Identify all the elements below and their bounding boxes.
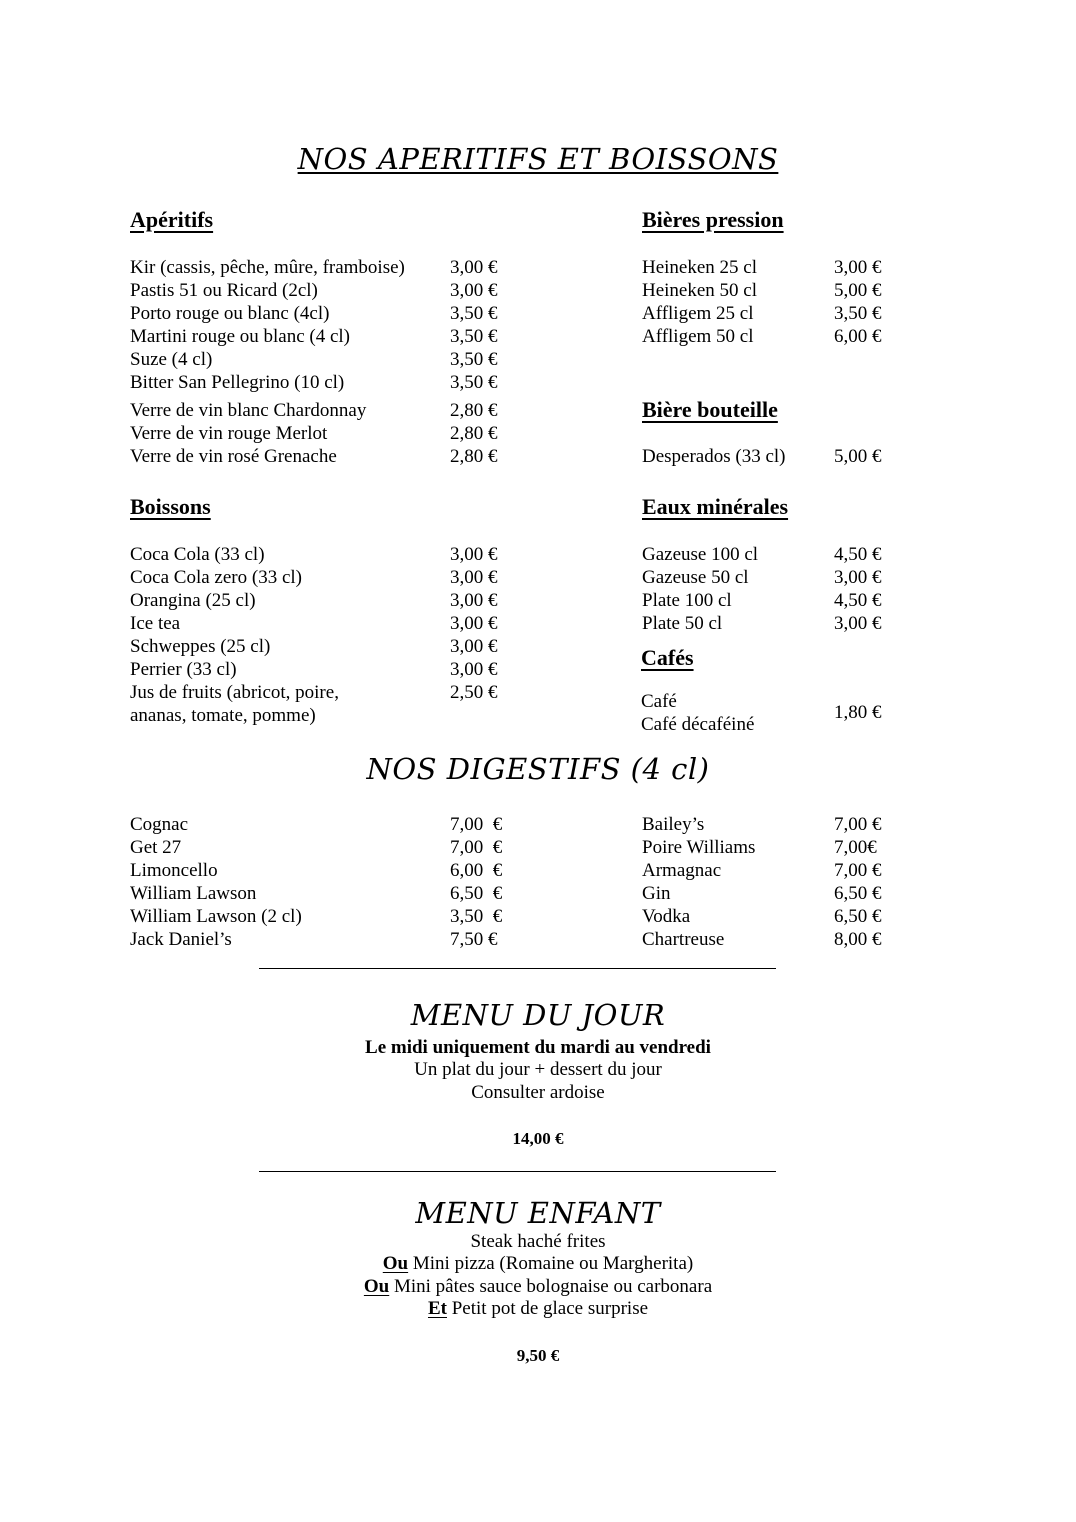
item-name: Verre de vin blanc Chardonnay [130,400,367,421]
menu-item [130,681,498,704]
item-name: Verre de vin rouge Merlot [130,423,328,444]
menu-enfant-line [0,1253,1076,1276]
item-name: Coca Cola zero (33 cl) [130,567,302,588]
item-price: 7,50 € [450,929,498,950]
menu-item [130,635,498,658]
menu-item [642,589,882,612]
menu-item [130,836,503,859]
item-name: Jack Daniel’s [130,929,232,950]
item-name: Chartreuse [642,929,725,950]
item-name: Bitter San Pellegrino (10 cl) [130,372,345,393]
item-price: 3,50 € [450,349,498,370]
item-name: Ice tea [130,613,181,634]
menu-item [642,836,877,859]
item-price: 3,00 € [450,659,498,680]
item-price: 7,00 € [834,860,882,881]
item-name: Cognac [130,814,189,835]
menu-du-jour-title: MENU DU JOUR [410,998,666,1032]
page-title: NOS APERITIFS ET BOISSONS [297,142,779,176]
item-name: Bailey’s [642,814,705,835]
item-name: Get 27 [130,837,182,858]
menu-item [130,566,498,589]
item-price: 3,00 € [450,613,498,634]
item-name: Poire Williams [642,837,756,858]
menu-item [130,612,498,635]
menu-du-jour-price: 14,00 € [512,1129,564,1148]
item-price: 7,00 € [834,814,882,835]
item-price: 3,50 € [450,303,498,324]
item-name: Café décaféiné [641,714,755,735]
item-name: Porto rouge ou blanc (4cl) [130,303,330,324]
menu-item [642,859,882,882]
menu-enfant-connector: Ou [363,1276,390,1297]
item-price: 2,80 € [450,423,498,444]
item-price: 3,00 € [450,567,498,588]
item-name: Jus de fruits (abricot, poire, [130,682,339,703]
item-price: 7,00 € [450,837,503,858]
menu-item [130,445,498,468]
menu-item [641,690,677,713]
section-title-cafes: Cafés [641,645,694,670]
item-name: Gin [642,883,671,904]
menu-item [130,928,498,951]
item-price: 3,00 € [450,280,498,301]
item-name: Plate 50 cl [642,613,723,634]
item-price: 4,50 € [834,544,882,565]
item-price: 3,00 € [834,257,882,278]
menu-du-jour-subtitle: Le midi uniquement du mardi au vendredi [365,1037,711,1058]
menu-item [130,348,498,371]
item-name: Limoncello [130,860,218,881]
item-price: 1,80 € [834,702,882,723]
item-name: Perrier (33 cl) [130,659,237,680]
menu-item [130,589,498,612]
menu-item [642,445,882,468]
item-price: 3,00 € [450,636,498,657]
item-name: Gazeuse 100 cl [642,544,759,565]
item-name: Verre de vin rosé Grenache [130,446,337,467]
menu-item [130,371,498,394]
menu-item [130,422,498,445]
item-name: Suze (4 cl) [130,349,213,370]
item-name: Desperados (33 cl) [642,446,786,467]
item-name: Heineken 50 cl [642,280,758,301]
item-price: 3,00 € [450,544,498,565]
item-price: 3,00 € [450,257,498,278]
menu-enfant-line [0,1276,1076,1299]
menu-enfant-title: MENU ENFANT [415,1196,661,1230]
item-name: Pastis 51 ou Ricard (2cl) [130,280,318,301]
menu-enfant-line: Steak haché frites [470,1231,606,1252]
menu-item [130,399,498,422]
item-name: William Lawson [130,883,257,904]
menu-item [130,658,498,681]
item-price: 7,00€ [834,837,877,858]
item-name: Kir (cassis, pêche, mûre, framboise) [130,257,405,278]
item-price: 6,00 € [450,860,503,881]
item-name: Martini rouge ou blanc (4 cl) [130,326,351,347]
item-price: 3,00 € [834,613,882,634]
menu-item [642,612,882,635]
divider [259,968,776,969]
menu-item [642,302,882,325]
item-price: 3,50 € [450,372,498,393]
item-price: 2,80 € [450,400,498,421]
item-price: 5,00 € [834,446,882,467]
item-name: Affligem 25 cl [642,303,754,324]
menu-item [130,256,498,279]
menu-enfant-option: Petit pot de glace surprise [446,1298,649,1319]
section-title-boissons: Boissons [130,494,211,519]
menu-item [130,325,498,348]
menu-item [642,813,882,836]
item-price: 6,00 € [834,326,882,347]
menu-item [641,713,754,736]
menu-enfant-connector: Et [427,1298,447,1319]
menu-item [642,928,882,951]
item-name: ananas, tomate, pomme) [130,705,316,726]
menu-enfant-option: Mini pizza (Romaine ou Margherita) [408,1253,694,1274]
item-price: 3,00 € [450,590,498,611]
menu-item [130,704,316,727]
menu-item [130,905,503,928]
menu-item [130,543,498,566]
menu-item [130,882,503,905]
menu-enfant-option: Mini pâtes sauce bolognaise ou carbonara [389,1276,713,1297]
divider [259,1171,776,1172]
menu-item [642,905,882,928]
item-price: 3,50 € [450,326,498,347]
menu-item [642,566,882,589]
item-name: Plate 100 cl [642,590,732,611]
section-title-biere-bouteille: Bière bouteille [642,397,778,422]
digestifs-title: NOS DIGESTIFS (4 cl) [366,752,710,786]
menu-item [642,279,882,302]
menu-item [130,859,503,882]
section-title-eaux-minerales: Eaux minérales [642,494,789,519]
item-price: 7,00 € [450,814,503,835]
item-name: Schweppes (25 cl) [130,636,271,657]
item-name: Coca Cola (33 cl) [130,544,265,565]
item-price: 6,50 € [450,883,503,904]
item-name: Affligem 50 cl [642,326,754,347]
item-name: Heineken 25 cl [642,257,758,278]
menu-enfant-line [0,1298,1076,1321]
item-price: 3,50 € [450,906,503,927]
item-price: 6,50 € [834,906,882,927]
menu-item [642,325,882,348]
menu-item [130,279,498,302]
item-name: Vodka [642,906,691,927]
menu-item [642,256,882,279]
section-title-bieres-pression: Bières pression [642,207,784,232]
item-name: Armagnac [642,860,722,881]
menu-enfant-price: 9,50 € [516,1346,560,1365]
item-price: 2,50 € [450,682,498,703]
item-price: 2,80 € [450,446,498,467]
item-price: 6,50 € [834,883,882,904]
item-price: 5,00 € [834,280,882,301]
menu-item [130,813,503,836]
menu-enfant-connector: Ou [382,1253,409,1274]
menu-item [642,882,882,905]
section-title-aperitifs: Apéritifs [130,207,214,232]
item-price: 4,50 € [834,590,882,611]
menu-item [642,543,882,566]
menu-item [130,302,498,325]
item-price: 3,50 € [834,303,882,324]
menu-du-jour-line: Consulter ardoise [471,1082,605,1103]
item-name: Gazeuse 50 cl [642,567,749,588]
menu-du-jour-line: Un plat du jour + dessert du jour [414,1059,662,1080]
item-price: 3,00 € [834,567,882,588]
item-price: 8,00 € [834,929,882,950]
item-name: Orangina (25 cl) [130,590,256,611]
item-name: Café [641,691,677,712]
item-name: William Lawson (2 cl) [130,906,302,927]
